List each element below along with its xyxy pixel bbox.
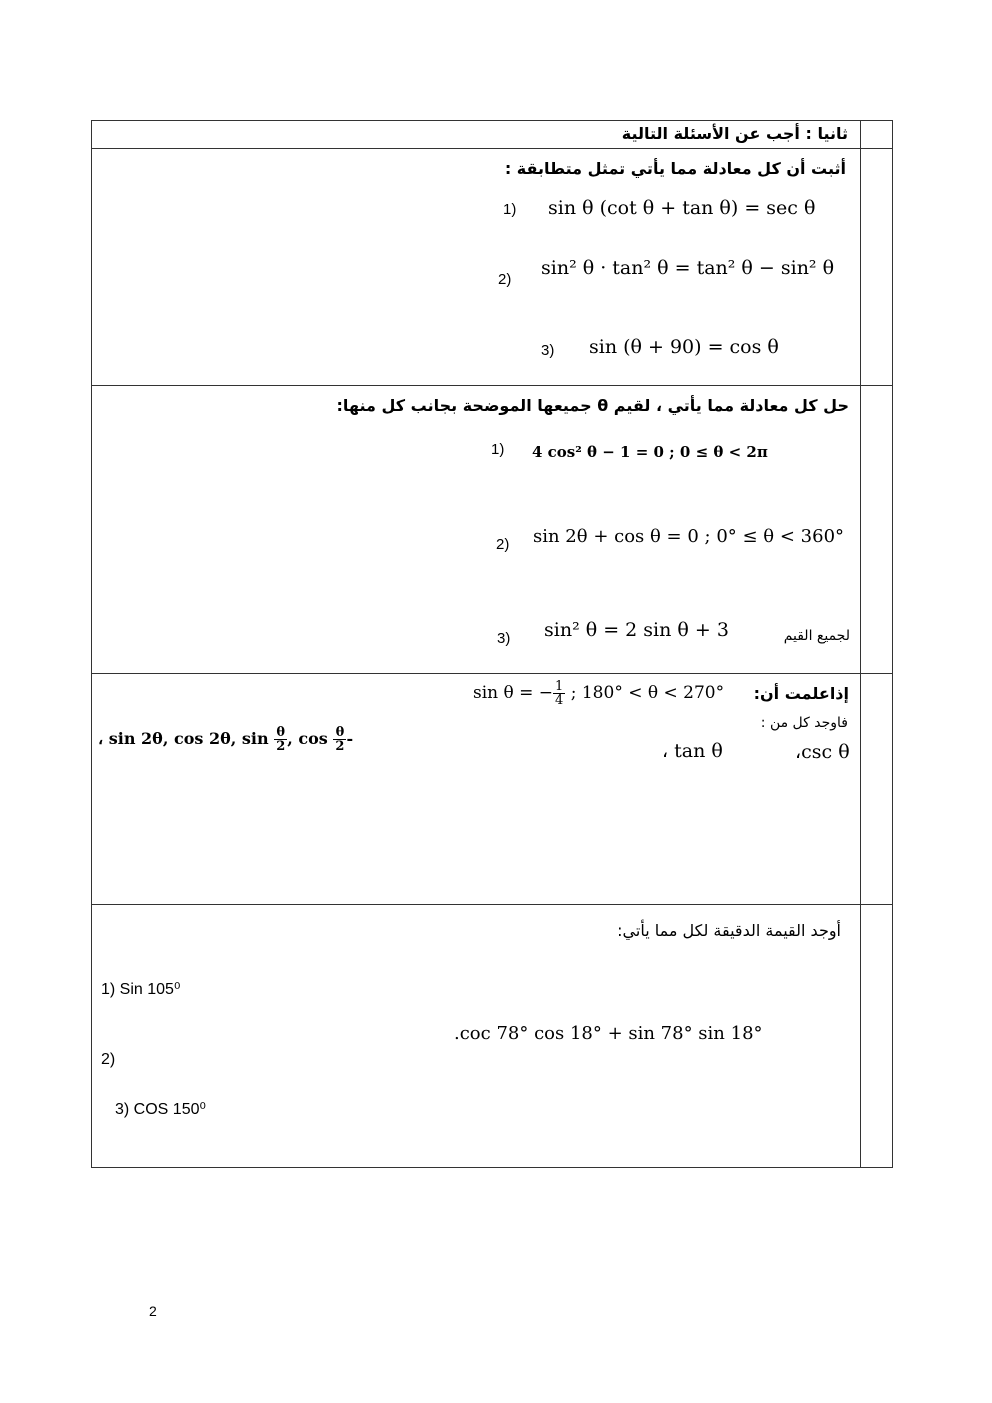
number-column-divider [860,386,861,673]
q3-half-theta-2-numerator: θ [333,726,346,740]
q3-given-prefix: sin θ = − [473,683,554,703]
q3-fraction-numerator: 1 [555,679,564,694]
q3-find-rest-mid: , cos [287,729,328,748]
page-number: 2 [149,1303,157,1319]
q3-half-theta-2-denominator: 2 [335,739,345,754]
q1-item3-number: 3) [541,342,555,359]
q3-find-rest-prefix: ، sin 2θ, cos 2θ, sin [98,729,269,748]
q3-find-label: فاوجد كل من : [760,715,848,731]
q2-item1-number: 1) [491,441,505,458]
q4-item2-number: 2) [101,1051,116,1068]
q4-item1: 1) Sin 105⁰ [101,981,181,998]
number-column-divider [860,121,861,148]
q1-item1-expression: sin θ (cot θ + tan θ) = sec θ [548,197,816,219]
q3-given-suffix: ; 180° < θ < 270° [570,683,725,703]
q2-item2-number: 2) [496,536,510,553]
q3-find-rest-end: - [346,729,354,748]
number-column-divider [860,149,861,385]
q3-find-tan: ، tan θ [662,740,723,762]
q2-item2-expression: sin 2θ + cos θ = 0 ; 0° ≤ θ < 360° [533,526,845,547]
q4-item3: 3) COS 150⁰ [115,1101,206,1118]
header-row [91,120,893,148]
question-prove-identities [91,148,893,385]
q1-item3-expression: sin (θ + 90) = cos θ [589,336,779,358]
q3-fraction-denominator: 4 [555,693,564,708]
q2-item1-expression: 4 cos² θ − 1 = 0 ; 0 ≤ θ < 2π [532,443,768,461]
q3-given-label: إذاعلمت أن: [753,684,849,703]
question-given-sine [91,673,893,904]
q3-given-expression [473,680,724,707]
q2-instruction: حل كل معادلة مما يأتي ، لقيم θ جميعها الموضحة بجانب كل منها: [336,396,849,415]
q3-half-theta-1-numerator: θ [274,726,287,740]
q3-find-csc: ،csc θ [795,741,850,763]
q3-find-double-half-angles [98,726,353,753]
q1-item1-number: 1) [503,201,517,218]
number-column-divider [860,674,861,904]
section-title: ثانيا : أجب عن الأسئلة التالية [621,124,848,143]
q1-item2-expression: sin² θ · tan² θ = tan² θ − sin² θ [541,257,835,279]
q4-instruction: أوجد القيمة الدقيقة لكل مما يأتي: [617,921,841,940]
q1-instruction: أثبت أن كل معادلة مما يأتي تمثل متطابقة : [504,159,846,178]
q3-half-theta-fraction-1 [274,726,287,753]
q2-item3-domain-note: لجميع القيم [783,628,850,644]
question-exact-values [91,904,893,1168]
question-solve-equations [91,385,893,673]
q2-item3-expression: sin² θ = 2 sin θ + 3 [544,619,729,641]
q3-half-theta-1-denominator: 2 [276,739,286,754]
q1-item2-number: 2) [498,271,512,288]
q3-fraction [553,680,565,707]
q3-half-theta-fraction-2 [333,726,346,753]
q2-item3-number: 3) [497,630,511,647]
q4-item2-expression: .coc 78° cos 18° + sin 78° sin 18° [454,1023,763,1044]
number-column-divider [860,905,861,1167]
